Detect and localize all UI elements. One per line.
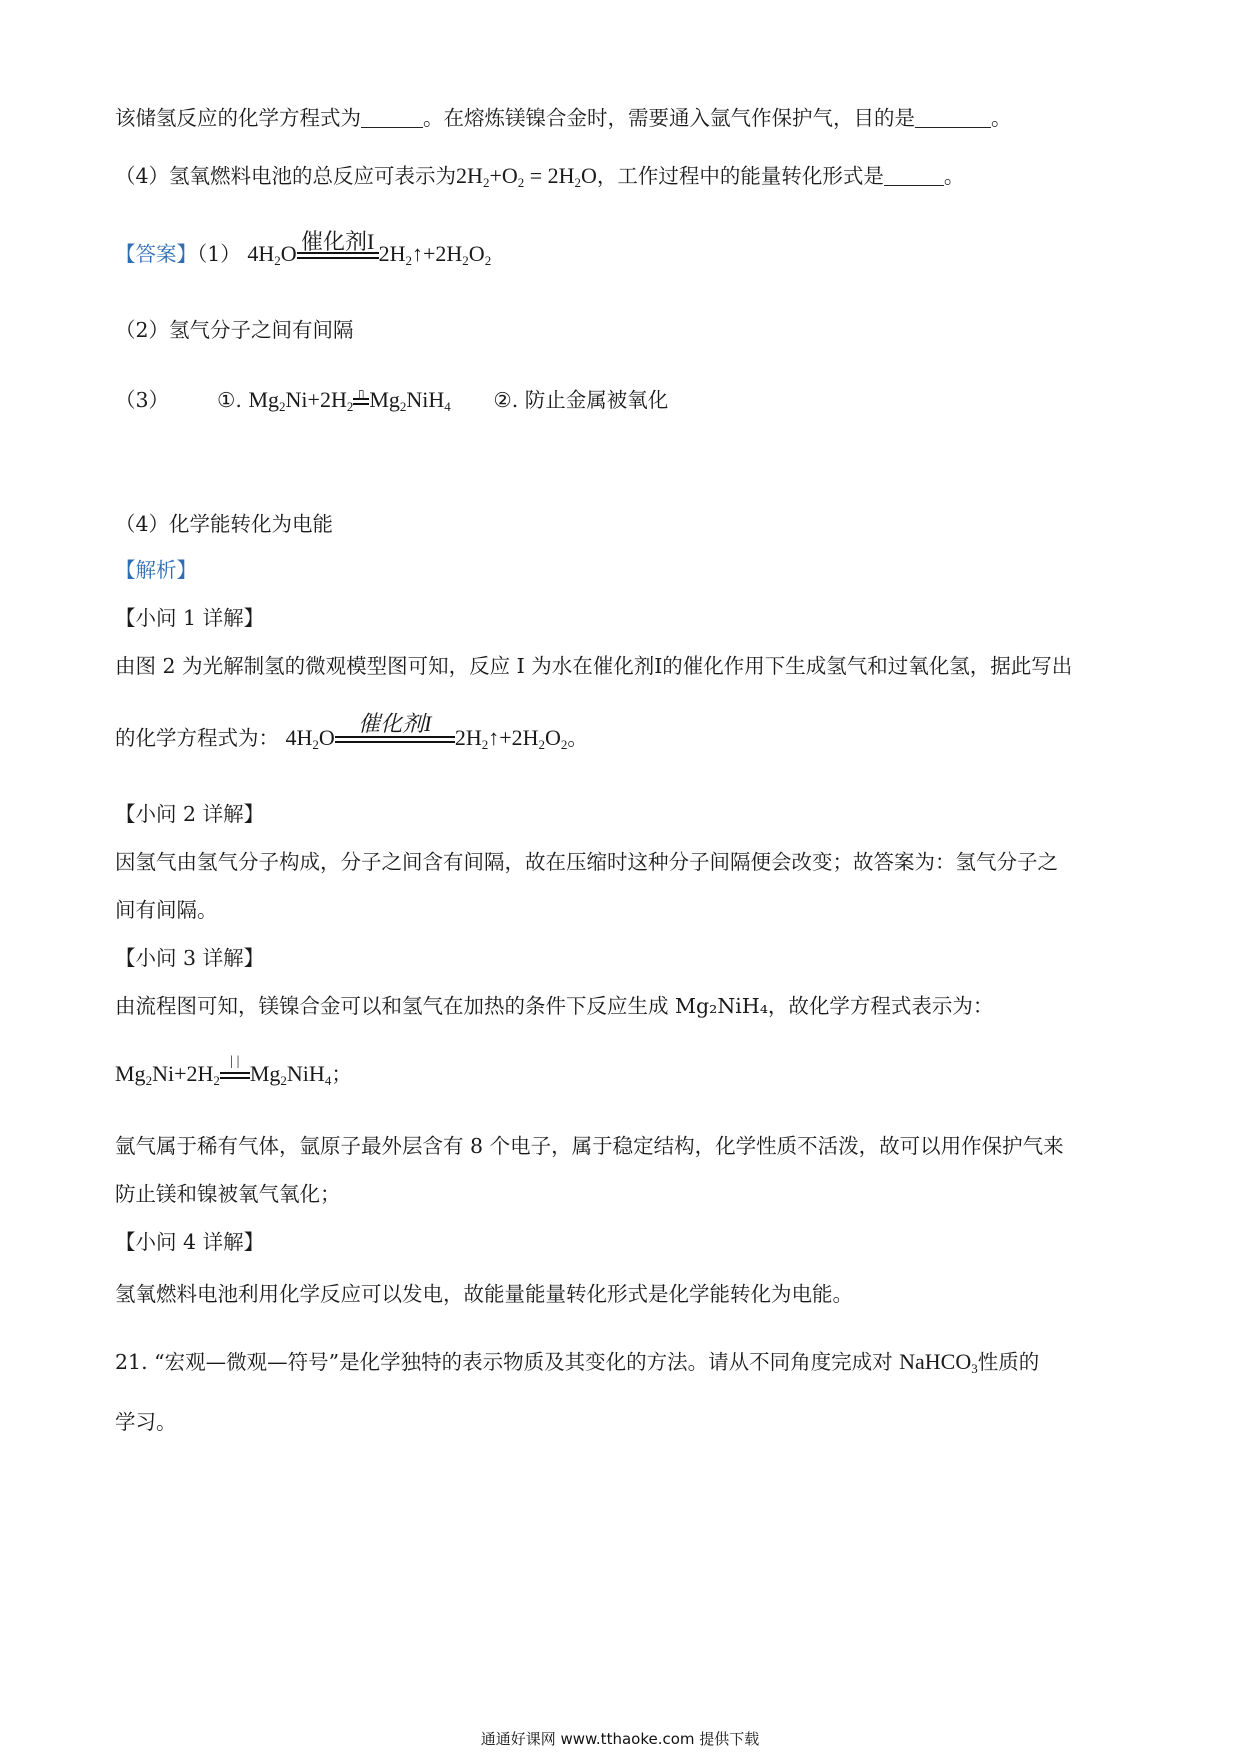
condition-box-glyph: ▯ <box>358 387 365 401</box>
text: ，工作过程中的能量转化形式是 <box>596 164 884 188</box>
paragraph: 因氢气由氢气分子构成，分子之间含有间隔，故在压缩时这种分子间隔便会改变；故答案为：氢气分子之 <box>115 850 1058 874</box>
paragraph-equation <box>115 711 588 752</box>
reaction-condition <box>297 229 379 268</box>
question-21-continued: 学习。 <box>115 1410 177 1434</box>
answer-q3 <box>115 386 668 414</box>
paragraph-equation <box>115 1054 352 1088</box>
answer-q1 <box>115 229 492 268</box>
subheading-q3: 【小问 3 详解】 <box>115 946 265 970</box>
catalyst-label: 催化剂I <box>300 229 375 254</box>
formula-nahco3: NaHCO$_3$ <box>899 1349 978 1376</box>
answer-tag: 【答案】 <box>115 242 197 266</box>
answer-blank <box>361 107 423 128</box>
reaction-condition <box>335 711 455 752</box>
text: 。 <box>943 164 965 188</box>
text: 性质的 <box>977 1350 1040 1374</box>
text: 21. “宏观—微观—符号”是化学独特的表示物质及其变化的方法。请从不同角度完成对 <box>115 1350 893 1374</box>
text: （4）氢氧燃料电池的总反应可表示为 <box>115 164 457 188</box>
question-line-2 <box>115 162 964 190</box>
item-number: ①. <box>217 388 242 412</box>
equation-fuel-cell: $2H_2+O_2 = 2H_2O$ <box>456 163 597 190</box>
equation-photolysis <box>247 229 492 268</box>
products: $2H_2↑+2H_2O_2$ <box>378 241 492 268</box>
reaction-condition <box>220 1054 250 1088</box>
question-line-1 <box>115 104 1012 132</box>
paragraph: 氢氧燃料电池利用化学反应可以发电，故能量能量转化形式是化学能转化为电能。 <box>115 1282 853 1306</box>
equation-hydrogen-storage: $Mg_2Ni+2H_2$ ▯ $Mg_2NiH_4$ <box>248 387 450 412</box>
analysis-tag: 【解析】 <box>115 558 197 582</box>
text: ； <box>331 1062 352 1086</box>
paragraph: 由流程图可知，镁镍合金可以和氢气在加热的条件下反应生成 Mg₂NiH₄，故化学方程式表示为： <box>115 994 994 1018</box>
text: ②. 防止金属被氧化 <box>493 388 669 412</box>
equation-hydrogen-storage-analysis: $Mg_2Ni+2H_2$ | | $Mg_2NiH_4$ <box>115 1061 331 1086</box>
footer-source: 通通好课网 www.tthaoke.com 提供下载 <box>480 1730 760 1748</box>
text: （1） <box>197 242 241 266</box>
text: 的化学方程式为： <box>115 726 279 750</box>
reactant: $4H_2O$ <box>247 241 297 268</box>
paragraph: 由图 2 为光解制氢的微观模型图可知，反应 I 为水在催化剂I的催化作用下生成氢气和过氧化氢，据此写出 <box>115 654 1073 678</box>
text: （3） <box>115 388 170 412</box>
answer-q2: （2）氢气分子之间有间隔 <box>115 318 354 342</box>
question-21 <box>115 1348 1039 1376</box>
subheading-q2: 【小问 2 详解】 <box>115 802 265 826</box>
answer-q4: （4）化学能转化为电能 <box>115 512 334 536</box>
paragraph: 间有间隔。 <box>115 898 218 922</box>
paragraph: 氩气属于稀有气体，氩原子最外层含有 8 个电子，属于稳定结构，化学性质不活泼，故可以用作保护气来 <box>115 1134 1064 1158</box>
text: 。在熔炼镁镍合金时，需要通入氩气作保护气，目的是 <box>423 106 915 130</box>
answer-blank <box>915 107 991 128</box>
reaction-condition <box>353 387 369 414</box>
text: 。 <box>567 726 588 750</box>
text: 。 <box>991 106 1012 130</box>
answer-blank <box>884 165 944 186</box>
equation-photolysis-analysis: $4H_2O$ 催化剂I $2H_2↑+2H_2O_2$ <box>285 711 568 752</box>
paragraph: 防止镁和镍被氧气氧化； <box>115 1182 341 1206</box>
subheading-q1: 【小问 1 详解】 <box>115 606 265 630</box>
catalyst-label: 催化剂I <box>358 711 432 736</box>
text: 该储氢反应的化学方程式为 <box>115 106 361 130</box>
heat-symbol: | | <box>230 1054 240 1069</box>
subheading-q4: 【小问 4 详解】 <box>115 1230 265 1254</box>
